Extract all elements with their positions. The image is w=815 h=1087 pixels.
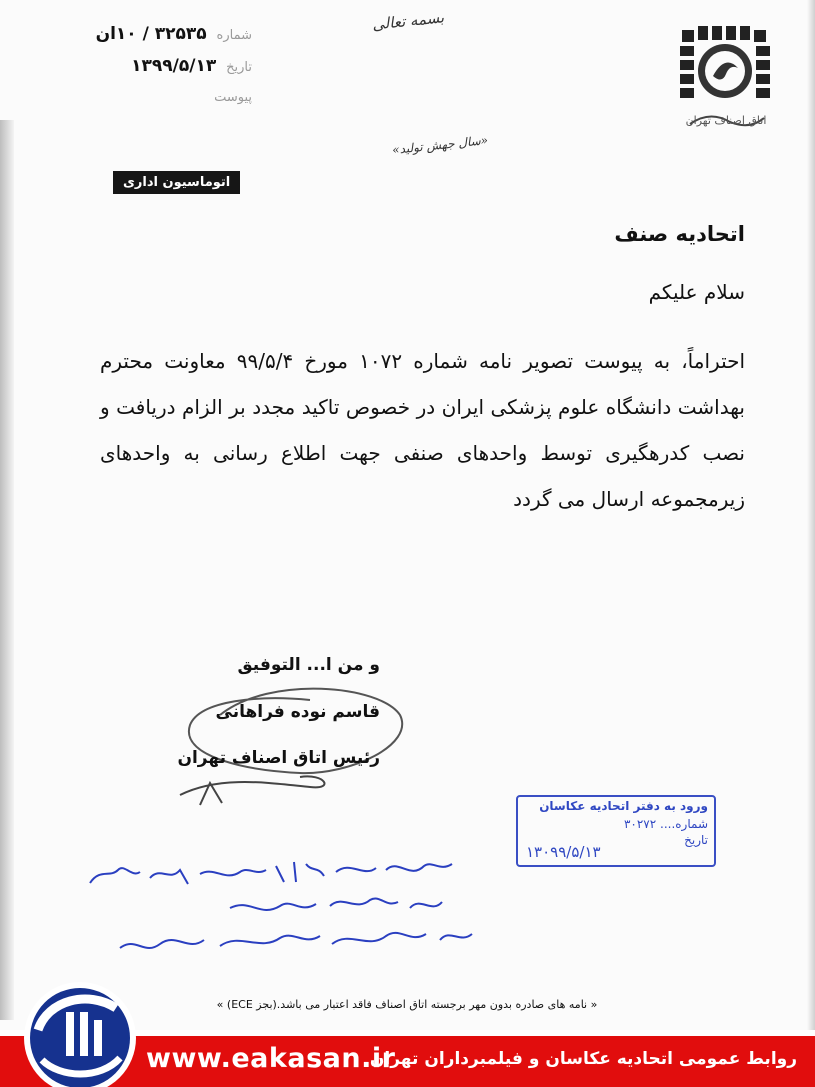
stamp-number-row: شماره.... ۳۰۲۷۲ xyxy=(623,817,708,831)
website-link[interactable]: www.eakasan.ir xyxy=(146,1043,396,1074)
validity-disclaimer: « نامه های صادره بدون مهر برجسته اتاق اصناف فاقد اعتبار می باشد.(بجز ECE) » xyxy=(216,998,598,1011)
attachment-label: پیوست xyxy=(214,90,252,105)
page-shadow-left xyxy=(0,120,14,1020)
year-slogan: «سال جهش تولید» xyxy=(391,133,489,157)
office-automation-label: اتوماسیون اداری xyxy=(113,171,240,194)
number-value: ۳۲۵۳۵ / ۱۰ان xyxy=(95,24,207,44)
letter-number-row xyxy=(62,24,252,44)
number-label: شماره xyxy=(216,28,252,43)
handwritten-annotation-icon xyxy=(80,848,500,973)
signer-title: رئیس اتاق اصناف تهران xyxy=(177,748,380,768)
page-shadow-right xyxy=(807,0,815,1030)
stamp-number-value: ۳۰۲۷۲ xyxy=(623,817,657,831)
letter-body-paragraph: احتراماً، به پیوست تصویر نامه شماره ۱۰۷۲ مورخ ۹۹/۵/۴ معاونت محترم بهداشت دانشگاه علوم پزشکی ایران در خصوص تاکید مجدد بر الزام دریافت و نصب کدرهگیری توسط واحدهای صنفی جهت اطلاع رسانی به واحدهای زیرمجموعه ارسال می گردد xyxy=(100,349,746,511)
stamp-date-value: ۱۳۰۹۹/۵/۱۳ xyxy=(526,843,601,861)
letter-date-row xyxy=(62,56,252,76)
union-brand-logo-icon xyxy=(8,968,144,1087)
signature-scribble-icon xyxy=(150,655,420,815)
signer-name: قاسم نوده فراهانی xyxy=(215,702,380,722)
date-value: ۱۳۹۹/۵/۱۳ xyxy=(131,56,217,76)
stamp-date-row xyxy=(684,833,708,847)
closing-phrase: و من ا... التوفیق xyxy=(237,655,380,675)
stamp-date-label: تاریخ xyxy=(684,833,708,847)
stamp-number-label: شماره xyxy=(675,817,708,831)
greeting-text: سلام علیکم xyxy=(648,280,745,304)
incoming-stamp xyxy=(516,795,716,867)
bismillah-heading: بسمه تعالی xyxy=(371,8,445,34)
logo-caption: اتاق اصناف تهران xyxy=(685,114,767,127)
letter-attachment-row xyxy=(62,86,252,106)
recipient-heading: اتحادیه صنف xyxy=(614,222,745,246)
stamp-title: ورود به دفتر اتحادیه عکاسان xyxy=(539,799,708,813)
organization-name: روابط عمومی اتحادیه عکاسان و فیلمبرداران تهران xyxy=(369,1049,797,1069)
date-label: تاریخ xyxy=(226,60,252,75)
